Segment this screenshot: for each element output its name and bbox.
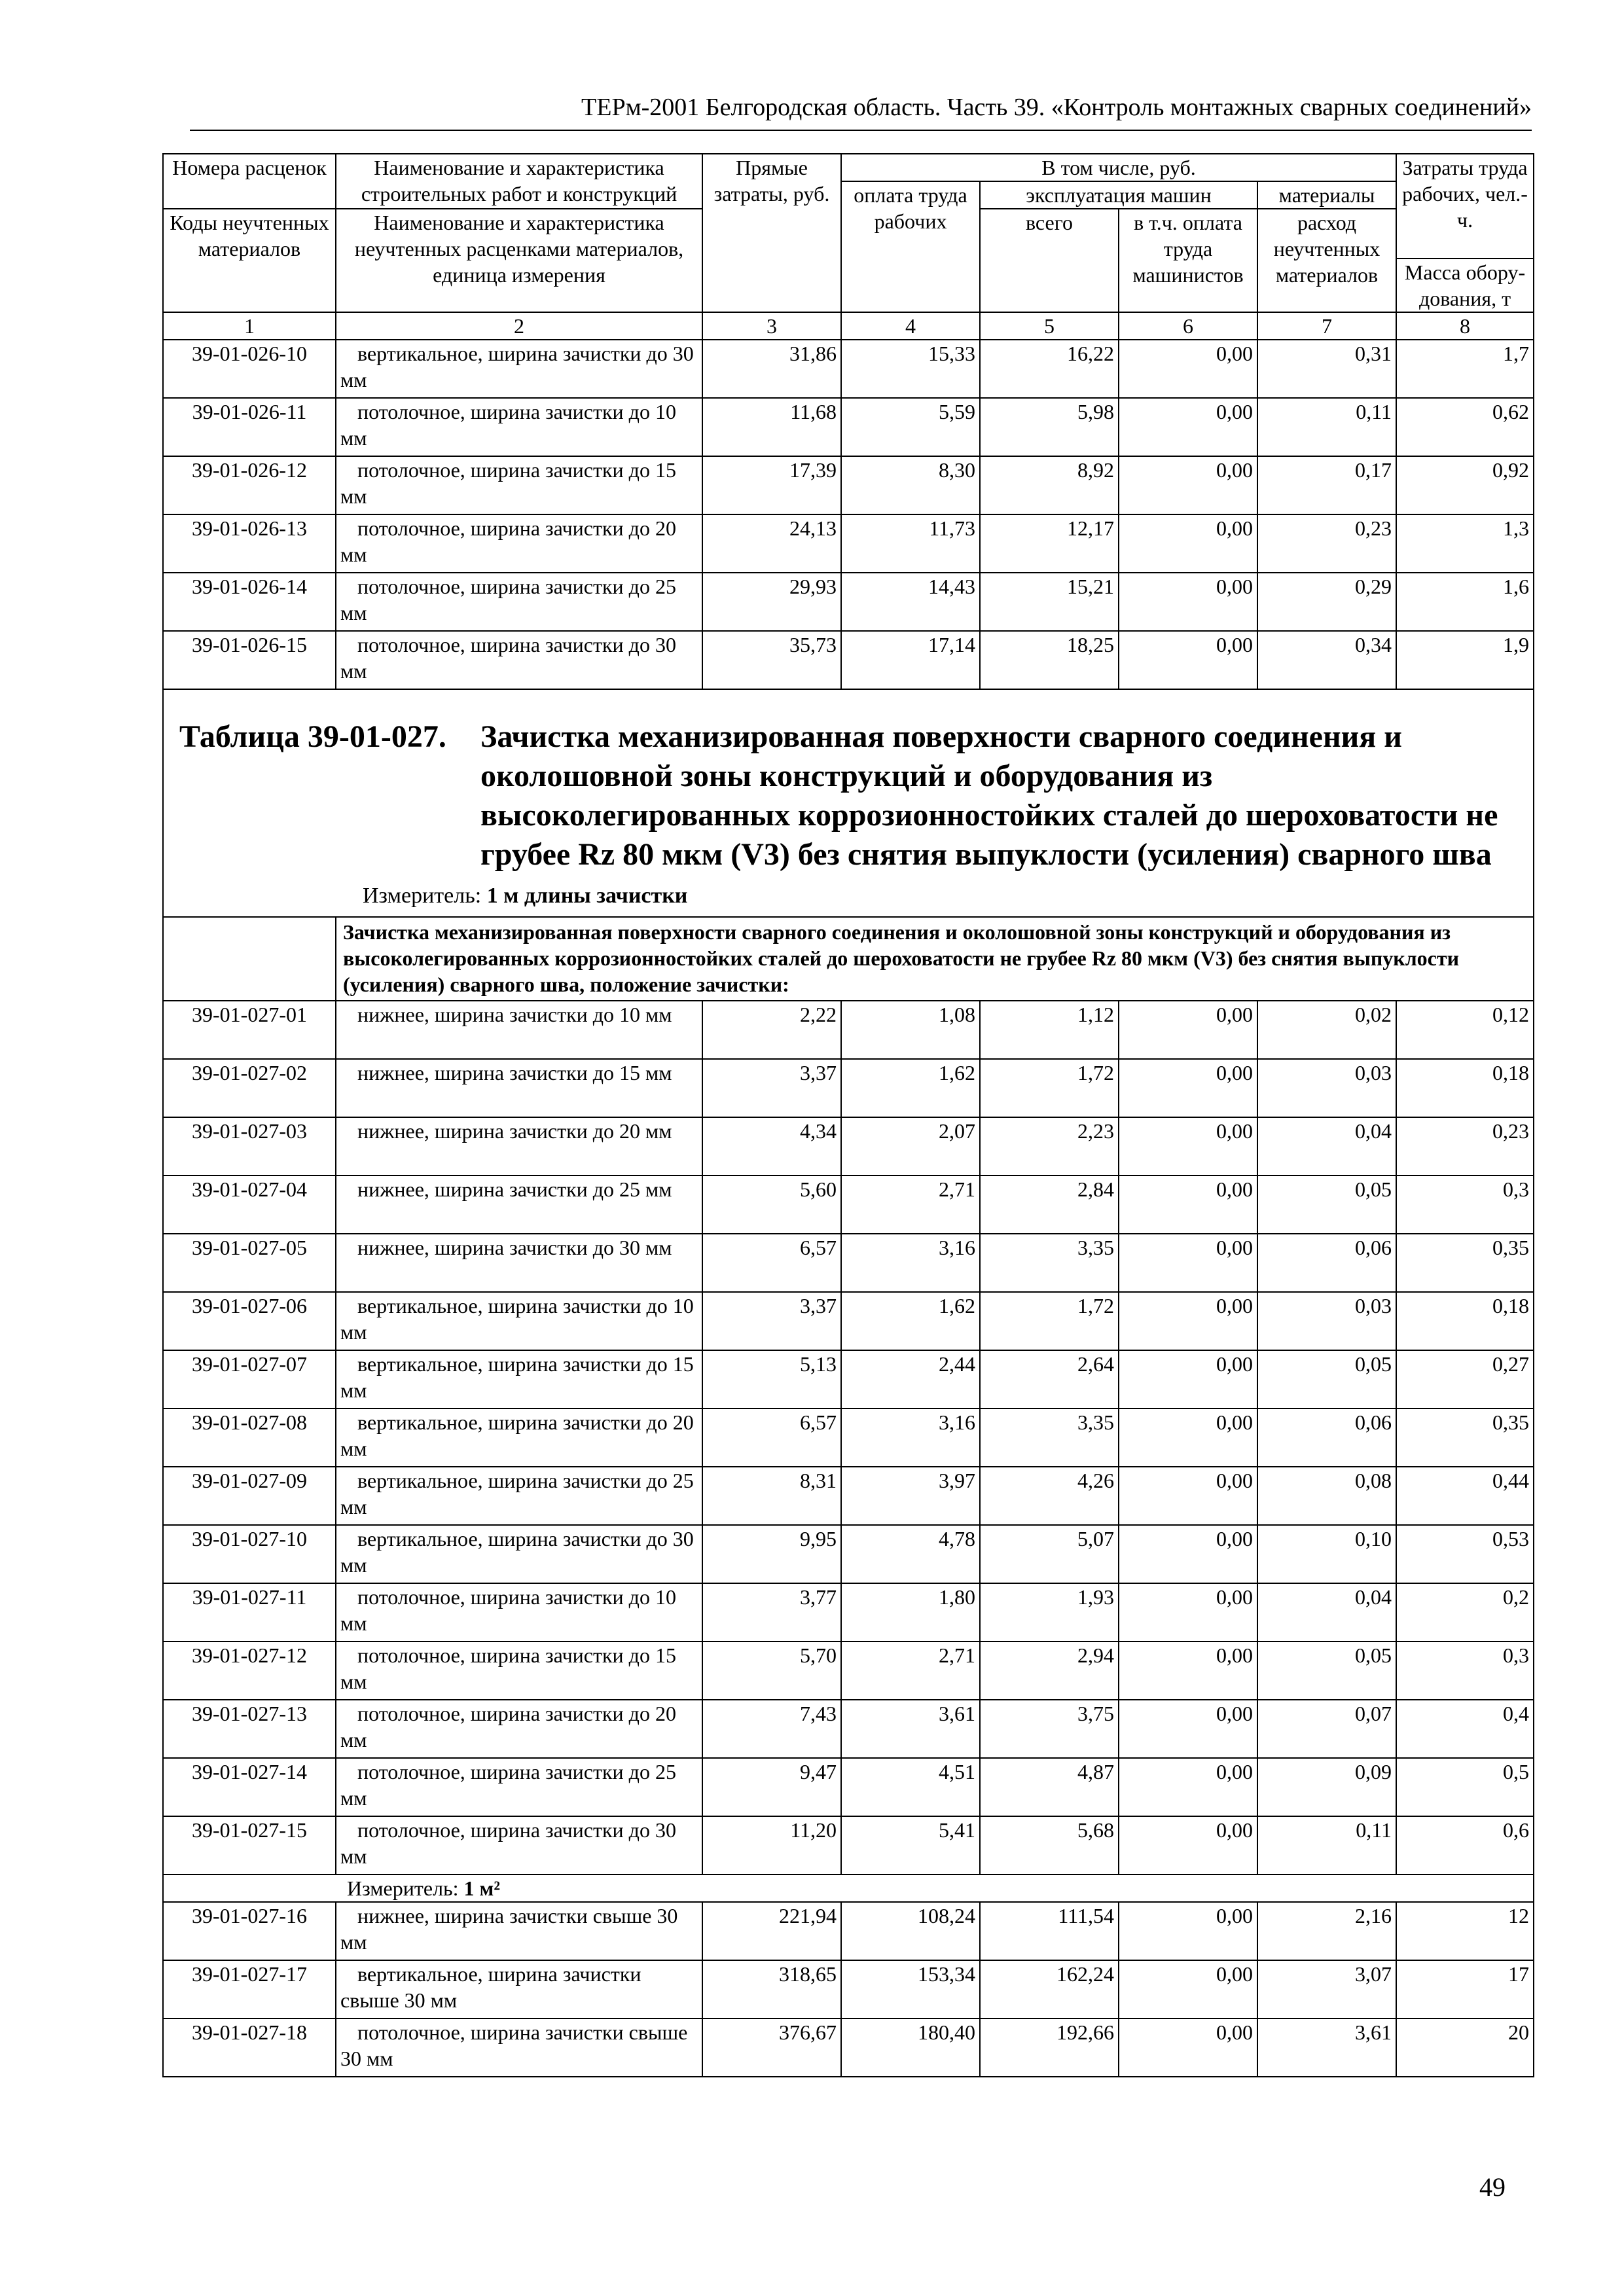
rate-code: 39-01-027-17 xyxy=(163,1960,336,2018)
materials-cost: 0,23 xyxy=(1257,514,1396,573)
measure-value: 1 м² xyxy=(463,1876,500,1900)
rate-name: потолочное, ширина зачистки до 10 мм xyxy=(336,1583,702,1641)
header-machines-wage: в т.ч. оплата труда машинистов xyxy=(1119,209,1257,312)
wage-cost: 2,07 xyxy=(841,1117,980,1175)
table-title-text: Зачистка механизированная поверхности сварного соединения и околошовной зоны конструкций и оборудования из высоколегированных коррозионностойких сталей до шероховатости не грубее Rz 80 мкм (V3) без снятия выпуклости (усиления) сварного шва xyxy=(480,719,1498,872)
materials-cost: 0,06 xyxy=(1257,1234,1396,1292)
rate-name: потолочное, ширина зачистки до 20 мм xyxy=(336,514,702,573)
rate-name: вертикальное, ширина зачистки до 10 мм xyxy=(336,1292,702,1350)
table-row xyxy=(163,514,1534,573)
materials-cost: 3,07 xyxy=(1257,1960,1396,2018)
machinist-wage: 0,00 xyxy=(1119,514,1257,573)
col-number: 4 xyxy=(841,312,980,340)
labor-cost: 0,62 xyxy=(1396,398,1534,456)
labor-cost: 0,3 xyxy=(1396,1641,1534,1700)
rate-name: потолочное, ширина зачистки до 15 мм xyxy=(336,1641,702,1700)
header-incl: В том числе, руб. xyxy=(841,154,1396,181)
machinist-wage: 0,00 xyxy=(1119,1292,1257,1350)
rate-name: нижнее, ширина зачистки до 30 мм xyxy=(336,1234,702,1292)
machinist-wage: 0,00 xyxy=(1119,1467,1257,1525)
group-description: Зачистка механизированная поверхности сварного соединения и околошовной зоны конструкций и оборудования из высоколегированных коррозионностойких сталей до шероховатости не грубее Rz 80 мкм (V3) без снятия выпуклости (усиления) сварного шва, положение зачистки: xyxy=(336,917,1534,1001)
labor-cost: 0,6 xyxy=(1396,1816,1534,1874)
table-row xyxy=(163,1525,1534,1583)
table-row xyxy=(163,1467,1534,1525)
rate-code: 39-01-027-13 xyxy=(163,1700,336,1758)
materials-cost: 0,06 xyxy=(1257,1408,1396,1467)
measure-row xyxy=(163,1874,1534,1902)
labor-cost: 0,53 xyxy=(1396,1525,1534,1583)
table-title xyxy=(179,717,1526,874)
header-machines: эксплуатация машин xyxy=(980,181,1257,209)
machine-cost: 5,98 xyxy=(980,398,1119,456)
machinist-wage: 0,00 xyxy=(1119,631,1257,689)
machine-cost: 4,87 xyxy=(980,1758,1119,1816)
wage-cost: 3,61 xyxy=(841,1700,980,1758)
machine-cost: 5,07 xyxy=(980,1525,1119,1583)
rate-code: 39-01-026-13 xyxy=(163,514,336,573)
direct-cost: 11,20 xyxy=(702,1816,841,1874)
machinist-wage: 0,00 xyxy=(1119,1758,1257,1816)
materials-cost: 3,61 xyxy=(1257,2018,1396,2077)
rate-code: 39-01-027-14 xyxy=(163,1758,336,1816)
machine-cost: 3,35 xyxy=(980,1408,1119,1467)
machine-cost: 2,84 xyxy=(980,1175,1119,1234)
wage-cost: 1,08 xyxy=(841,1001,980,1059)
machinist-wage: 0,00 xyxy=(1119,2018,1257,2077)
col-number: 2 xyxy=(336,312,702,340)
materials-cost: 0,11 xyxy=(1257,398,1396,456)
table-row xyxy=(163,631,1534,689)
rate-name: потолочное, ширина зачистки до 25 мм xyxy=(336,1758,702,1816)
direct-cost: 35,73 xyxy=(702,631,841,689)
machine-cost: 1,72 xyxy=(980,1292,1119,1350)
materials-cost: 0,05 xyxy=(1257,1175,1396,1234)
direct-cost: 5,60 xyxy=(702,1175,841,1234)
rate-name: нижнее, ширина зачистки свыше 30 мм xyxy=(336,1902,702,1960)
rate-code: 39-01-027-08 xyxy=(163,1408,336,1467)
table-row xyxy=(163,1960,1534,2018)
rate-code: 39-01-027-12 xyxy=(163,1641,336,1700)
direct-cost: 7,43 xyxy=(702,1700,841,1758)
machinist-wage: 0,00 xyxy=(1119,573,1257,631)
materials-cost: 0,34 xyxy=(1257,631,1396,689)
machine-cost: 15,21 xyxy=(980,573,1119,631)
rate-name: нижнее, ширина зачистки до 10 мм xyxy=(336,1001,702,1059)
col-number: 7 xyxy=(1257,312,1396,340)
machine-cost: 1,12 xyxy=(980,1001,1119,1059)
machine-cost: 162,24 xyxy=(980,1960,1119,2018)
labor-cost: 1,6 xyxy=(1396,573,1534,631)
measure-cell xyxy=(163,1874,1534,1902)
materials-cost: 0,29 xyxy=(1257,573,1396,631)
materials-cost: 2,16 xyxy=(1257,1902,1396,1960)
machine-cost: 8,92 xyxy=(980,456,1119,514)
header-labor-bottom: Масса обору-дования, т xyxy=(1396,259,1534,312)
rate-code: 39-01-027-09 xyxy=(163,1467,336,1525)
materials-cost: 0,17 xyxy=(1257,456,1396,514)
wage-cost: 5,41 xyxy=(841,1816,980,1874)
wage-cost: 1,62 xyxy=(841,1292,980,1350)
labor-cost: 0,35 xyxy=(1396,1408,1534,1467)
labor-cost: 1,9 xyxy=(1396,631,1534,689)
wage-cost: 1,80 xyxy=(841,1583,980,1641)
machinist-wage: 0,00 xyxy=(1119,1641,1257,1700)
header-codes-top: Номера расценок xyxy=(163,154,336,209)
materials-cost: 0,11 xyxy=(1257,1816,1396,1874)
table-row xyxy=(163,1175,1534,1234)
machinist-wage: 0,00 xyxy=(1119,340,1257,398)
wage-cost: 3,97 xyxy=(841,1467,980,1525)
header-materials-sub: расход неучтенных материалов xyxy=(1257,209,1396,312)
rate-code: 39-01-027-05 xyxy=(163,1234,336,1292)
rate-code: 39-01-027-07 xyxy=(163,1350,336,1408)
labor-cost: 1,3 xyxy=(1396,514,1534,573)
materials-cost: 0,31 xyxy=(1257,340,1396,398)
machine-cost: 1,72 xyxy=(980,1059,1119,1117)
rate-name: вертикальное, ширина зачистки до 15 мм xyxy=(336,1350,702,1408)
group-row xyxy=(163,917,1534,1001)
col-number: 5 xyxy=(980,312,1119,340)
labor-cost: 0,3 xyxy=(1396,1175,1534,1234)
materials-cost: 0,05 xyxy=(1257,1350,1396,1408)
table-row xyxy=(163,340,1534,398)
table-row xyxy=(163,1350,1534,1408)
labor-cost: 0,2 xyxy=(1396,1583,1534,1641)
machine-cost: 192,66 xyxy=(980,2018,1119,2077)
machinist-wage: 0,00 xyxy=(1119,1525,1257,1583)
rate-name: потолочное, ширина зачистки свыше 30 мм xyxy=(336,2018,702,2077)
table-row xyxy=(163,1408,1534,1467)
header-name-bottom: Наименование и характеристика неучтенных расценками материалов, единица измерения xyxy=(336,209,702,312)
rate-name: потолочное, ширина зачистки до 25 мм xyxy=(336,573,702,631)
price-table xyxy=(162,153,1534,2077)
machine-cost: 16,22 xyxy=(980,340,1119,398)
wage-cost: 1,62 xyxy=(841,1059,980,1117)
machinist-wage: 0,00 xyxy=(1119,1960,1257,2018)
labor-cost: 0,18 xyxy=(1396,1059,1534,1117)
direct-cost: 2,22 xyxy=(702,1001,841,1059)
machine-cost: 18,25 xyxy=(980,631,1119,689)
rate-name: вертикальное, ширина зачистки до 30 мм xyxy=(336,340,702,398)
machinist-wage: 0,00 xyxy=(1119,1175,1257,1234)
direct-cost: 24,13 xyxy=(702,514,841,573)
machinist-wage: 0,00 xyxy=(1119,1117,1257,1175)
table-row xyxy=(163,456,1534,514)
materials-cost: 0,08 xyxy=(1257,1467,1396,1525)
rate-code: 39-01-027-02 xyxy=(163,1059,336,1117)
machine-cost: 2,23 xyxy=(980,1117,1119,1175)
machine-cost: 2,94 xyxy=(980,1641,1119,1700)
machine-cost: 111,54 xyxy=(980,1902,1119,1960)
table-row xyxy=(163,1234,1534,1292)
materials-cost: 0,09 xyxy=(1257,1758,1396,1816)
machine-cost: 1,93 xyxy=(980,1583,1119,1641)
group-empty-cell xyxy=(163,917,336,1001)
machinist-wage: 0,00 xyxy=(1119,398,1257,456)
machinist-wage: 0,00 xyxy=(1119,1350,1257,1408)
rate-code: 39-01-027-10 xyxy=(163,1525,336,1583)
rate-name: нижнее, ширина зачистки до 20 мм xyxy=(336,1117,702,1175)
rate-name: вертикальное, ширина зачистки свыше 30 мм xyxy=(336,1960,702,2018)
labor-cost: 0,5 xyxy=(1396,1758,1534,1816)
col-number: 1 xyxy=(163,312,336,340)
direct-cost: 9,95 xyxy=(702,1525,841,1583)
table-row xyxy=(163,2018,1534,2077)
wage-cost: 11,73 xyxy=(841,514,980,573)
materials-cost: 0,03 xyxy=(1257,1059,1396,1117)
machinist-wage: 0,00 xyxy=(1119,1234,1257,1292)
machinist-wage: 0,00 xyxy=(1119,1902,1257,1960)
wage-cost: 3,16 xyxy=(841,1234,980,1292)
table-row xyxy=(163,1816,1534,1874)
rate-code: 39-01-027-03 xyxy=(163,1117,336,1175)
rate-name: вертикальное, ширина зачистки до 25 мм xyxy=(336,1467,702,1525)
labor-cost: 0,4 xyxy=(1396,1700,1534,1758)
wage-cost: 15,33 xyxy=(841,340,980,398)
table-row xyxy=(163,1700,1534,1758)
rate-code: 39-01-027-16 xyxy=(163,1902,336,1960)
rate-name: потолочное, ширина зачистки до 10 мм xyxy=(336,398,702,456)
table-title-row xyxy=(163,689,1534,917)
labor-cost: 20 xyxy=(1396,2018,1534,2077)
running-header: ТЕРм-2001 Белгородская область. Часть 39. «Контроль монтажных сварных соединений» xyxy=(581,94,1532,121)
materials-cost: 0,05 xyxy=(1257,1641,1396,1700)
wage-cost: 14,43 xyxy=(841,573,980,631)
rate-name: потолочное, ширина зачистки до 15 мм xyxy=(336,456,702,514)
direct-cost: 3,37 xyxy=(702,1059,841,1117)
direct-cost: 29,93 xyxy=(702,573,841,631)
materials-cost: 0,10 xyxy=(1257,1525,1396,1583)
direct-cost: 5,70 xyxy=(702,1641,841,1700)
materials-cost: 0,04 xyxy=(1257,1583,1396,1641)
wage-cost: 4,78 xyxy=(841,1525,980,1583)
direct-cost: 11,68 xyxy=(702,398,841,456)
wage-cost: 8,30 xyxy=(841,456,980,514)
wage-cost: 2,44 xyxy=(841,1350,980,1408)
wage-cost: 5,59 xyxy=(841,398,980,456)
rate-code: 39-01-027-18 xyxy=(163,2018,336,2077)
machinist-wage: 0,00 xyxy=(1119,1700,1257,1758)
rate-name: потолочное, ширина зачистки до 30 мм xyxy=(336,631,702,689)
rate-name: нижнее, ширина зачистки до 15 мм xyxy=(336,1059,702,1117)
wage-cost: 4,51 xyxy=(841,1758,980,1816)
machinist-wage: 0,00 xyxy=(1119,456,1257,514)
rate-name: потолочное, ширина зачистки до 20 мм xyxy=(336,1700,702,1758)
rate-code: 39-01-026-10 xyxy=(163,340,336,398)
wage-cost: 108,24 xyxy=(841,1902,980,1960)
machinist-wage: 0,00 xyxy=(1119,1059,1257,1117)
table-row xyxy=(163,1059,1534,1117)
rate-code: 39-01-027-15 xyxy=(163,1816,336,1874)
labor-cost: 0,92 xyxy=(1396,456,1534,514)
labor-cost: 0,35 xyxy=(1396,1234,1534,1292)
direct-cost: 9,47 xyxy=(702,1758,841,1816)
direct-cost: 221,94 xyxy=(702,1902,841,1960)
materials-cost: 0,04 xyxy=(1257,1117,1396,1175)
labor-cost: 1,7 xyxy=(1396,340,1534,398)
direct-cost: 6,57 xyxy=(702,1234,841,1292)
machine-cost: 12,17 xyxy=(980,514,1119,573)
measure-label: Измеритель: xyxy=(363,884,482,908)
rate-code: 39-01-027-11 xyxy=(163,1583,336,1641)
machine-cost: 4,26 xyxy=(980,1467,1119,1525)
direct-cost: 3,77 xyxy=(702,1583,841,1641)
wage-cost: 17,14 xyxy=(841,631,980,689)
wage-cost: 2,71 xyxy=(841,1641,980,1700)
measure-line xyxy=(179,882,1526,910)
col-number: 8 xyxy=(1396,312,1534,340)
table-row xyxy=(163,1583,1534,1641)
direct-cost: 3,37 xyxy=(702,1292,841,1350)
machine-cost: 2,64 xyxy=(980,1350,1119,1408)
rate-code: 39-01-027-04 xyxy=(163,1175,336,1234)
direct-cost: 31,86 xyxy=(702,340,841,398)
labor-cost: 0,18 xyxy=(1396,1292,1534,1350)
header-name-top: Наименование и характеристика строительных работ и конструкций xyxy=(336,154,702,209)
rate-code: 39-01-026-12 xyxy=(163,456,336,514)
rate-name: нижнее, ширина зачистки до 25 мм xyxy=(336,1175,702,1234)
rate-name: вертикальное, ширина зачистки до 30 мм xyxy=(336,1525,702,1583)
direct-cost: 6,57 xyxy=(702,1408,841,1467)
header-direct: Прямые затраты, руб. xyxy=(702,154,841,312)
table-row xyxy=(163,1758,1534,1816)
table-row xyxy=(163,398,1534,456)
table-row xyxy=(163,1001,1534,1059)
rate-code: 39-01-026-15 xyxy=(163,631,336,689)
header-materials: материалы xyxy=(1257,181,1396,209)
direct-cost: 17,39 xyxy=(702,456,841,514)
labor-cost: 12 xyxy=(1396,1902,1534,1960)
direct-cost: 5,13 xyxy=(702,1350,841,1408)
rate-code: 39-01-027-01 xyxy=(163,1001,336,1059)
table-row xyxy=(163,573,1534,631)
header-codes-bottom: Коды неучтенных материалов xyxy=(163,209,336,312)
machinist-wage: 0,00 xyxy=(1119,1001,1257,1059)
header-wage: оплата труда рабочих xyxy=(841,181,980,312)
table-title-cell xyxy=(163,689,1534,917)
table-row xyxy=(163,1292,1534,1350)
machinist-wage: 0,00 xyxy=(1119,1816,1257,1874)
rate-code: 39-01-026-11 xyxy=(163,398,336,456)
col-number: 3 xyxy=(702,312,841,340)
direct-cost: 8,31 xyxy=(702,1467,841,1525)
machine-cost: 5,68 xyxy=(980,1816,1119,1874)
wage-cost: 180,40 xyxy=(841,2018,980,2077)
measure-label: Измеритель: xyxy=(347,1876,459,1900)
rate-name: потолочное, ширина зачистки до 30 мм xyxy=(336,1816,702,1874)
labor-cost: 17 xyxy=(1396,1960,1534,2018)
rate-name: вертикальное, ширина зачистки до 20 мм xyxy=(336,1408,702,1467)
table-row xyxy=(163,1641,1534,1700)
machinist-wage: 0,00 xyxy=(1119,1583,1257,1641)
machine-cost: 3,75 xyxy=(980,1700,1119,1758)
page-number: 49 xyxy=(1479,2172,1506,2202)
materials-cost: 0,03 xyxy=(1257,1292,1396,1350)
labor-cost: 0,23 xyxy=(1396,1117,1534,1175)
rate-code: 39-01-026-14 xyxy=(163,573,336,631)
measure-value: 1 м длины зачистки xyxy=(486,884,688,908)
machine-cost: 3,35 xyxy=(980,1234,1119,1292)
header-rule xyxy=(190,130,1532,131)
rate-code: 39-01-027-06 xyxy=(163,1292,336,1350)
header-machines-total: всего xyxy=(980,209,1119,312)
table-row xyxy=(163,1117,1534,1175)
materials-cost: 0,02 xyxy=(1257,1001,1396,1059)
machinist-wage: 0,00 xyxy=(1119,1408,1257,1467)
table-title-label: Таблица 39-01-027. xyxy=(179,719,446,754)
header-labor-top: Затраты труда рабочих, чел.-ч. xyxy=(1396,154,1534,259)
wage-cost: 2,71 xyxy=(841,1175,980,1234)
table-row xyxy=(163,1902,1534,1960)
direct-cost: 376,67 xyxy=(702,2018,841,2077)
wage-cost: 153,34 xyxy=(841,1960,980,2018)
materials-cost: 0,07 xyxy=(1257,1700,1396,1758)
labor-cost: 0,27 xyxy=(1396,1350,1534,1408)
wage-cost: 3,16 xyxy=(841,1408,980,1467)
direct-cost: 318,65 xyxy=(702,1960,841,2018)
direct-cost: 4,34 xyxy=(702,1117,841,1175)
labor-cost: 0,12 xyxy=(1396,1001,1534,1059)
labor-cost: 0,44 xyxy=(1396,1467,1534,1525)
col-number: 6 xyxy=(1119,312,1257,340)
